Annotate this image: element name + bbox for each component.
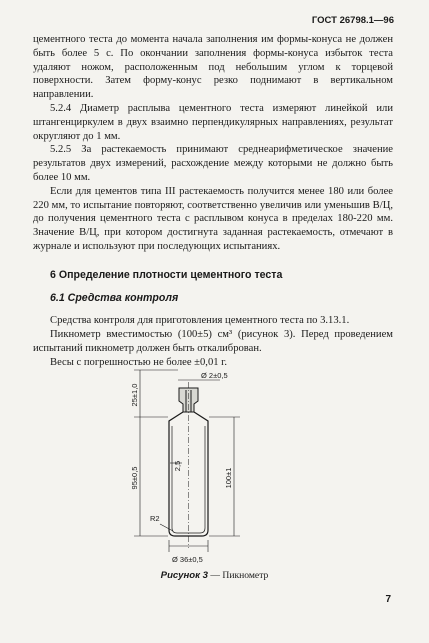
paragraph-controls: Средства контроля для приготовления цементного теста по 3.13.1.: [50, 315, 350, 327]
dim-radius: R2: [150, 514, 160, 523]
paragraph-5-2-4: 5.2.4 Диаметр расплыва цементного теста измеряют линейкой или штангенциркулем в двух взаимно перпендикулярных направлениях, результат округляют до 1 мм.: [33, 102, 393, 142]
pycnometer-drawing: [120, 368, 280, 573]
dim-height-100: 100±1: [224, 467, 233, 489]
dim-height-95: 95±0,5: [130, 466, 139, 490]
dim-neck-diameter: Ø 2±0,5: [201, 371, 228, 380]
dim-top-height: 25±1,0: [130, 383, 139, 407]
dim-outer-diameter: Ø 36±0,5: [172, 555, 203, 564]
paragraph-scales: Весы с погрешностью не более ±0,01 г.: [50, 356, 227, 368]
page-number: 7: [385, 594, 391, 605]
subsection-title: 6.1 Средства контроля: [50, 291, 179, 304]
paragraph-continuation: цементного теста до момента начала заполнения им формы-конуса не должен быть более 5 с. По окончании заполнения формы-конуса избыток теста удаляют ножом, расположенным под небольшим углом к торцевой поверхности. Затем форму-конус резко поднимают в вертикальном направлении.: [33, 34, 393, 101]
paragraph-5-2-5: 5.2.5 За растекаемость принимают среднеарифметическое значение результатов двух измерений, расхождение между которыми не должно быть более 10 мм.: [33, 144, 393, 183]
caption-label: Рисунок 3: [160, 570, 208, 581]
dim-wall: 2,5: [173, 460, 182, 472]
figure-caption: [0, 570, 429, 581]
body-text: [33, 33, 393, 370]
paragraph-type-iii: Если для цементов типа III растекаемость получится менее 180 или более 220 мм, то испытание повторяют, соответственно увеличив или уменьшив В/Ц, до получения цементного теста с расплывом конуса в пределах 180-220 мм. Значение В/Ц, при котором достигнута заданная растекаемость, отмечают в журнале и используют при последующих испытаниях.: [33, 185, 393, 252]
standard-header: ГОСТ 26798.1—96: [311, 15, 394, 26]
left-dimensions: [134, 370, 178, 536]
paragraph-pycnometer: Пикнометр вместимостью (100±5) см³ (рисунок 3). Перед проведением испытаний пикнометр должен быть откалиброван.: [33, 329, 393, 354]
section-title: 6 Определение плотности цементного теста: [50, 268, 283, 281]
caption-text: — Пикнометр: [208, 570, 269, 581]
